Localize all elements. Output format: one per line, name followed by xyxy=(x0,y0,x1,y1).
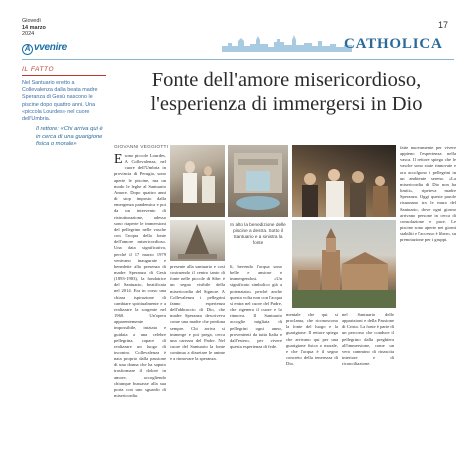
article-byline: GIOVANNI VEGGIOTTI xyxy=(114,145,169,150)
fact-sidebar xyxy=(22,66,106,152)
issue-year: 2024 xyxy=(22,31,35,37)
article-column-5: nel Santuario delle apparizioni e della Passione di Cristo. La fonte è parte di un percorso che conduce il pellegrino dalla preghiera all'immersione, come un vero cammino di rinascita interiore e di riconciliazione. xyxy=(342,312,394,367)
headline-line-1: Fonte dell'amore misericordioso, xyxy=(151,69,422,91)
article-column-6: fatte nuovamente per vivere appieno l'esperienza nella vasca. Il rettore spiega che le vasche sono state rinnovate e ora accolgono i pellegrini in un ambiente sereno. «La misericordia di Dio non ha limiti», ripeteva madre Speranza. Oggi queste parole risuonano tra le mura del Santuario, dove ogni giorno arrivano persone in cerca di consolazione e pace. Le piscine sono aperte nei giorni stabiliti e l'accesso è libero, su prenotazione per i gruppi. xyxy=(400,145,456,243)
blessing-scene-icon xyxy=(170,145,225,217)
column-1-text: sono piccole Lourdes. A Collevalenza, nel cuore dell'Umbria in provincia di Perugia, sono aperte le piscine, ma un modo le leghe al Santuario Amore. Dopo quattro anni di stop imposto dalla emergenza pandemica e poi da un intervento di ristrutturazione, adesso sono riaperte le immersioni del pellegrino nelle vasche con l'acqua della fonte dell'amore misericordioso. Una data significativa, perché il 17 marzo 1979 venivano inaugurate e benedette alla presenza di madre Speranza di Gesù (1893-1983), la fondatrice del Santuario, beatificata nel 2014. Era in corso una chiara ispirazione di cambiare spiritualmente e a realizzare la sorgente nel 1960. Un'opera apparentemente impossibile, iniziata e guidata a una celebre pellegrina, capace di realizzare un luogo di incontro. Collevalenza è nata proprio dalla passione di una donna che ha saputo trasformare il dolore in amore, accogliendo chiunque bussasse alla sua porta con uno sguardo di misericordia. xyxy=(114,153,166,399)
sidebar-quote: Il rettore: «Chi arriva qui è in cerca di una guarigione fisica o morale» xyxy=(36,126,103,148)
sidebar-summary: Nel Santuario eretto a Collevalenza dalla beata madre Speranza di Gesù nascono le piscine dopo quattro anni. Una «piccola Lourdes» nel cuore dell'Umbria. xyxy=(22,80,98,123)
section-title: CATHOLICA xyxy=(344,36,443,52)
issue-date xyxy=(22,18,46,38)
photo-congregation xyxy=(292,145,396,217)
page-number: 17 xyxy=(437,20,448,30)
headline-line-2: l'esperienza di immergersi in Dio xyxy=(150,93,423,115)
photo-pool xyxy=(228,145,288,217)
article-headline xyxy=(114,68,459,116)
sidebar-divider xyxy=(22,75,106,76)
header-divider xyxy=(22,59,454,60)
city-skyline-icon xyxy=(222,34,352,52)
issue-date-day-month: 14 marzo xyxy=(22,24,46,31)
congregation-scene-icon xyxy=(292,145,396,217)
logo-text: vvenire xyxy=(34,42,67,53)
photo-fountain xyxy=(170,220,225,261)
pool-scene-icon xyxy=(228,145,288,217)
page-header xyxy=(0,0,474,58)
article-column-4: mentale che qui si proclama, che riconoscono la fonte del luogo e la guarigione. Il rettore spiega che arrivano qui per una guarigione fisica o morale, e che l'acqua è il segno concreto della tenerezza di Dio. xyxy=(286,312,338,367)
article-column-3: lì, bevendo l'acqua sono belle e ansiose e immergendosi. «Un significato simbolico già a potenziato» perché anche questa volta non con l'acqua si entra nel cuore del Padre, che rigenera il cuore e lo rinnova. Il Santuario accoglie migliaia di pellegrini ogni anno, provenienti da tutta Italia e dall'estero, per vivere questa esperienza di fede. xyxy=(230,264,282,350)
article-column-1 xyxy=(114,153,166,445)
sanctuary-scene-icon xyxy=(292,220,396,308)
fountain-scene-icon xyxy=(170,220,225,261)
photo-blessing xyxy=(170,145,225,217)
sidebar-label: IL FATTO xyxy=(22,66,55,73)
logo-a-icon: A xyxy=(22,44,33,55)
issue-day: Giovedì xyxy=(22,18,41,24)
drop-cap: E xyxy=(114,153,123,167)
sidebar-text xyxy=(22,80,106,149)
article-column-2: presente alla santuario e così costruendo il centro tanto di fonte nelle piccole di Sibe: è un segno visibile della misericordia del Signore. A Collevalenza i pellegrini fanno esperienza dell'abbraccio di Dio, che madre Speranza descriveva come una madre che perdona sempre. Chi arriva si immerge e poi prega, cerca una carezza del Padre. Nel cuore del Santuario la fonte continua a dissetare le anime e a rinnovare la speranza. xyxy=(170,264,225,362)
photo-sanctuary xyxy=(292,220,396,308)
photo-caption: In alto la benedizione delle piscine a destra. Sotto il Santuario e a sinistra la fonte xyxy=(230,222,286,245)
newspaper-logo xyxy=(22,42,67,55)
